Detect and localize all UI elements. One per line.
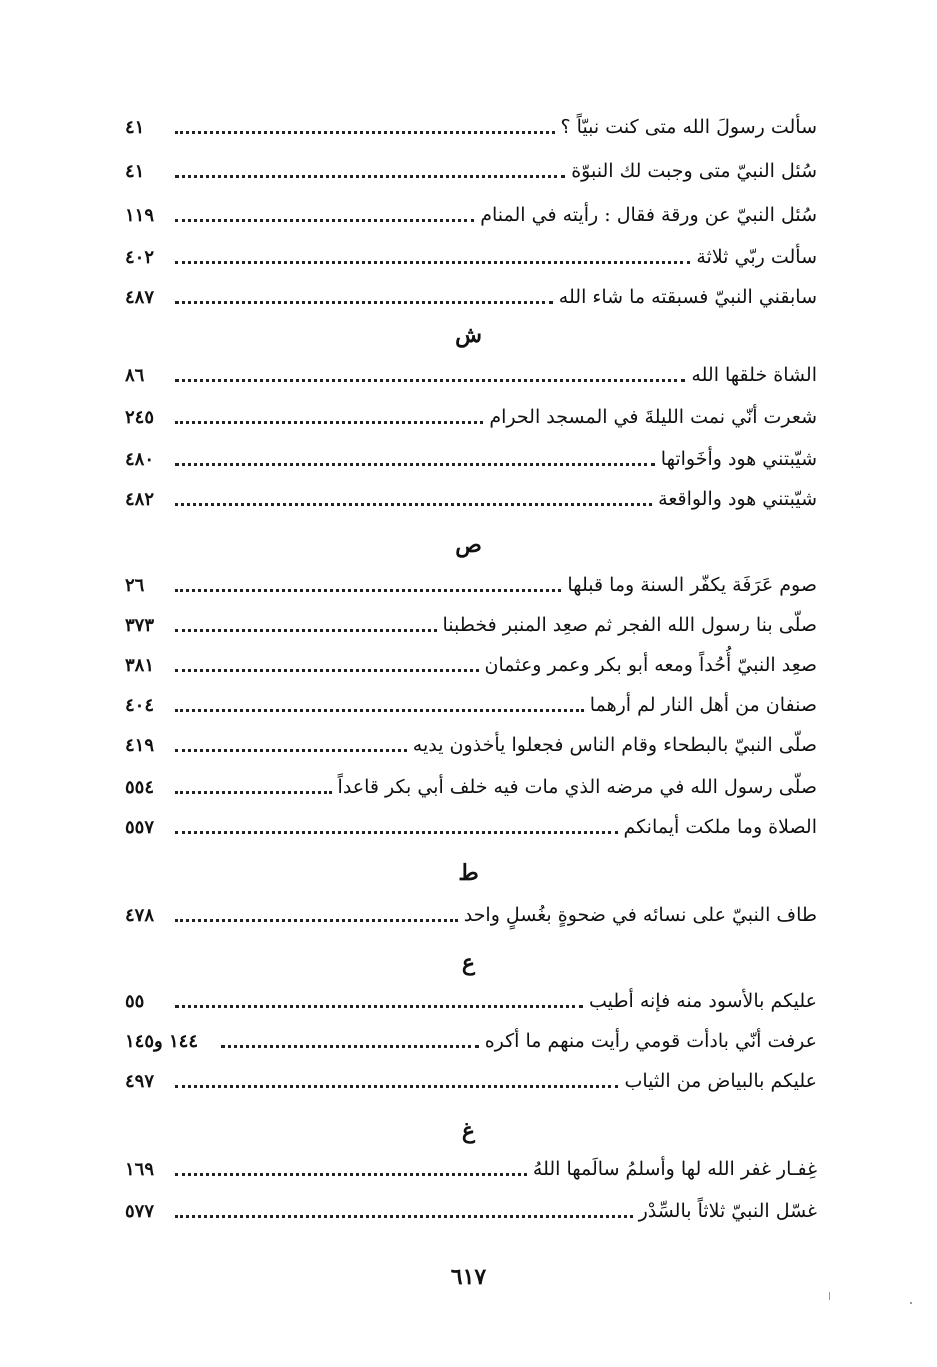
section-heading: ع: [461, 950, 476, 976]
dot-leader: [175, 175, 565, 178]
index-entry: [125, 568, 817, 602]
index-entry: [125, 728, 817, 762]
entry-page-number: ٥٥٤: [125, 776, 155, 798]
entry-text: شعرت أنّي نمت الليلةَ في المسجد الحرام: [489, 406, 817, 428]
entry-page-number: ٤٩٧: [125, 1070, 155, 1092]
entry-text: صلّى بنا رسول الله الفجر ثم صعِد المنبر فخطبنا: [442, 614, 817, 636]
entry-page-number: ٤٧٨: [125, 904, 155, 926]
entry-text: عليكم بالأسود منه فإنه أطيب: [589, 990, 817, 1012]
dot-leader: [175, 421, 483, 424]
entry-page-number: ٤٨٧: [125, 286, 155, 308]
index-entry: [125, 1064, 817, 1098]
entry-page-number: ٤١٩: [125, 734, 155, 756]
index-entry: [125, 810, 817, 844]
dot-leader: [175, 589, 561, 592]
index-entry: [125, 280, 817, 314]
index-entry: [125, 688, 817, 722]
dot-leader: [175, 131, 555, 134]
entry-text: شيّبتني هود وأخَواتها: [660, 448, 817, 470]
index-entry: [125, 608, 817, 642]
entry-text: صعِد النبيّ أُحُداً ومعه أبو بكر وعمر وعثمان: [484, 654, 817, 676]
dot-leader: [175, 709, 584, 712]
entry-page-number: ١١٩: [125, 204, 155, 226]
dot-leader: [175, 379, 685, 382]
entry-text: صنفان من أهل النار لم أرهما: [589, 694, 817, 716]
dot-leader: [175, 831, 618, 834]
section-heading: غ: [461, 1118, 476, 1144]
section-heading: ش: [455, 322, 482, 348]
index-entry: [125, 984, 817, 1018]
entry-text: صلّى رسول الله في مرضه الذي مات فيه خلف أبي بكر قاعداً: [337, 776, 817, 798]
index-entry: [125, 648, 817, 682]
entry-text: سُئل النبيّ متى وجبت لك النبوّة: [571, 160, 817, 182]
index-entry: [125, 400, 817, 434]
section-heading: ط: [458, 860, 479, 886]
index-entry: [125, 482, 817, 516]
entry-page-number: ٨٦: [125, 364, 145, 386]
entry-text: شيّبتني هود والواقعة: [658, 488, 817, 510]
entry-text: عليكم بالبياض من الثياب: [624, 1070, 817, 1092]
entry-text: طاف النبيّ على نسائه في ضحوةٍ بغُسلٍ واحد: [463, 904, 817, 926]
entry-page-number: ٤١: [125, 116, 145, 138]
entry-text: صلّى النبيّ بالبطحاء وقام الناس فجعلوا يأخذون يديه: [412, 734, 817, 756]
index-entry: [125, 358, 817, 392]
index-entry: [125, 1024, 817, 1058]
dot-leader: [175, 463, 655, 466]
entry-text: الصلاة وما ملكت أيمانكم: [623, 816, 817, 838]
index-entry: [125, 442, 817, 476]
entry-text: عرفت أنّي بادأت قومي رأيت منهم ما أكره: [484, 1030, 817, 1052]
entry-page-number: ٣٨١: [125, 654, 155, 676]
entry-text: الشاة خلقها الله: [691, 364, 817, 386]
entry-page-number: ١٦٩: [125, 1158, 155, 1180]
entry-text: غِفـار غفر الله لها وأسلمُ سالَمها اللهُ: [532, 1158, 817, 1180]
dot-leader: [175, 749, 407, 752]
entry-text: سألت ربّي ثلاثة: [696, 246, 817, 268]
index-entry: [125, 198, 817, 232]
dot-leader: [175, 301, 553, 304]
entry-page-number: ٥٧٧: [125, 1200, 155, 1222]
dot-leader: [175, 261, 690, 264]
index-entry: [125, 770, 817, 804]
page-number: ٦١٧: [450, 1264, 487, 1290]
index-entry: [125, 1152, 817, 1186]
entry-page-number: ٢٤٥: [125, 406, 155, 428]
dot-leader: [175, 503, 652, 506]
entry-page-number: ٤٨٢: [125, 488, 155, 510]
dot-leader: [175, 1005, 583, 1008]
index-entry: [125, 240, 817, 274]
section-heading: ص: [455, 532, 482, 558]
entry-page-number: ٥٥: [125, 990, 145, 1012]
dot-leader: [175, 629, 437, 632]
dot-leader: [175, 919, 458, 922]
entry-page-number: ٢٦: [125, 574, 145, 596]
index-entry: [125, 154, 817, 188]
dot-leader: [175, 791, 332, 794]
index-entry: [125, 898, 817, 932]
dot-leader: [175, 1215, 633, 1218]
dot-leader: [221, 1045, 479, 1048]
dot-leader: [175, 1085, 618, 1088]
dot-leader: [175, 219, 474, 222]
entry-page-number: ٤٠٤: [125, 694, 155, 716]
entry-text: صوم عَرَفَة يكفّر السنة وما قبلها: [567, 574, 817, 596]
entry-text: سُئل النبيّ عن ورقة فقال : رأيته في المنام: [480, 204, 817, 226]
dot-leader: [175, 1173, 527, 1176]
entry-page-number: ٤٠٢: [125, 246, 155, 268]
index-entry: [125, 1194, 817, 1228]
entry-page-number: ٣٧٣: [125, 614, 155, 636]
entry-text: سابقني النبيّ فسبقته ما شاء الله: [558, 286, 817, 308]
entry-text: سألت رسولَ الله متى كنت نبيّاً ؟: [560, 116, 817, 138]
entry-page-number: ٤٨٠: [125, 448, 155, 470]
index-entry: [125, 110, 817, 144]
dot-leader: [175, 669, 479, 672]
entry-page-number: ١٤٤ و١٤٥: [125, 1030, 198, 1052]
entry-page-number: ٥٥٧: [125, 816, 155, 838]
entry-text: غسّل النبيّ ثلاثاً بالسِّدْر: [638, 1200, 817, 1222]
entry-page-number: ٤١: [125, 160, 145, 182]
